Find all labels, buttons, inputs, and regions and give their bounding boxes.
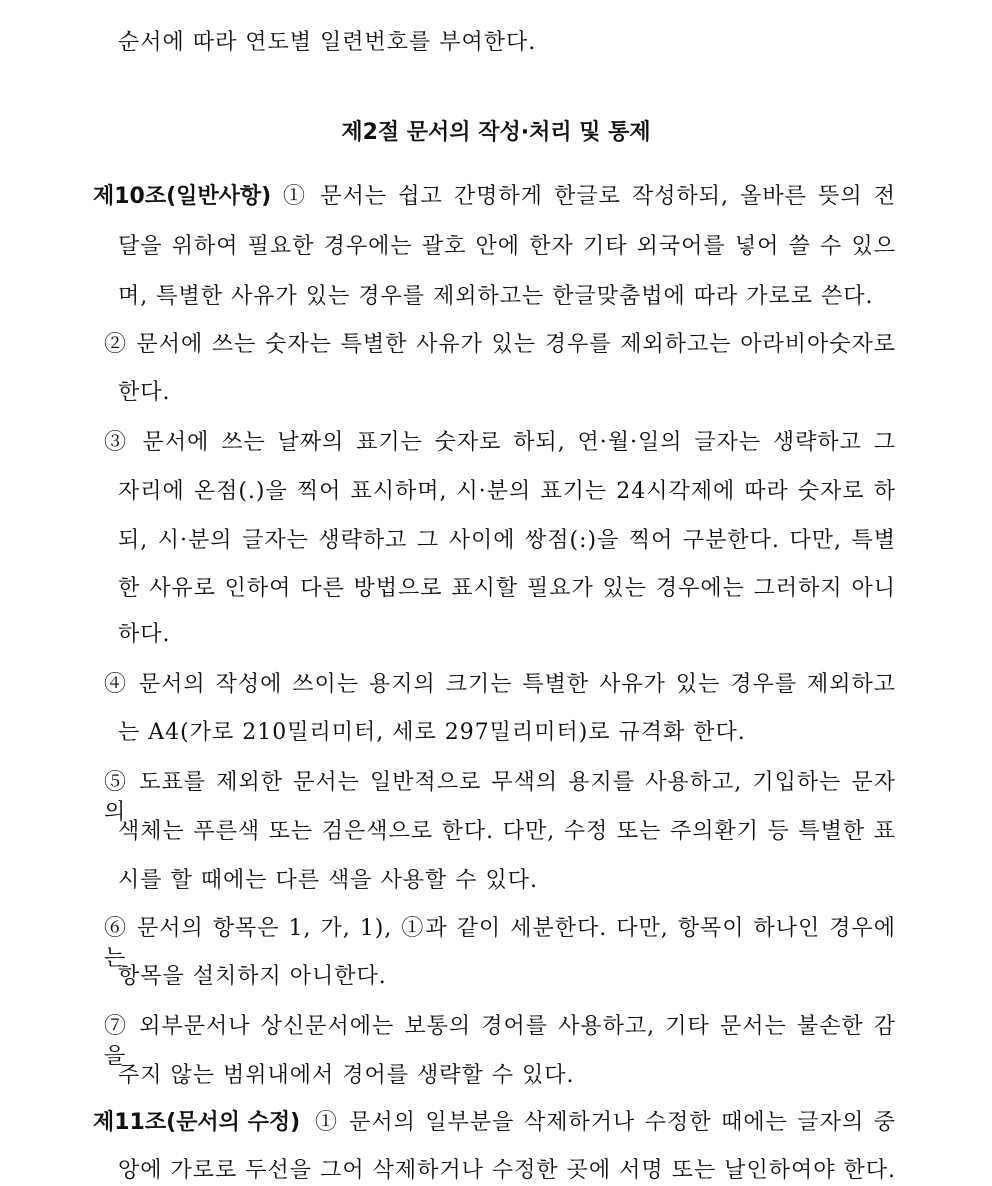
article10-p2-line1: ② 문서에 쓰는 숫자는 특별한 사유가 있는 경우를 제외하고는 아라비아숫자로 [104, 332, 896, 357]
article10-first-line [93, 182, 896, 212]
article10-p5-line2: 색체는 푸른색 또는 검은색으로 한다. 다만, 수정 또는 주의환기 등 특별한 표 [118, 819, 896, 844]
article10-p4-line1: ④ 문서의 작성에 쓰이는 용지의 크기는 특별한 사유가 있는 경우를 제외하고 [104, 672, 896, 697]
intro-text-line: 순서에 따라 연도별 일련번호를 부여한다. [118, 30, 537, 55]
article10-p1-line2: 달을 위하여 필요한 경우에는 괄호 안에 한자 기타 외국어를 넣어 쓸 수 있으 [118, 234, 896, 259]
article11-p1-line2: 앙에 가로로 두선을 그어 삭제하거나 수정한 곳에 서명 또는 날인하여야 한다. [118, 1158, 896, 1183]
article10-p6-line1: ⑥ 문서의 항목은 1, 가, 1), ①과 같이 세분한다. 다만, 항목이 하나인 경우에는 [104, 916, 896, 971]
article10-p2-line2: 한다. [118, 380, 171, 405]
section-title: 제2절 문서의 작성·처리 및 통제 [341, 120, 651, 145]
article10-p5-line3: 시를 할 때에는 다른 색을 사용할 수 있다. [118, 868, 538, 893]
article10-heading: 제10조(일반사항) [93, 184, 272, 209]
article10-p3-line1: ③ 문서에 쓰는 날짜의 표기는 숫자로 하되, 연·월·일의 글자는 생략하고 그 [104, 430, 896, 455]
article10-p3-line3: 되, 시·분의 글자는 생략하고 그 사이에 쌍점(:)을 찍어 구분한다. 다만, 특별 [118, 528, 896, 553]
article10-p1-line3: 며, 특별한 사유가 있는 경우를 제외하고는 한글맞춤법에 따라 가로로 쓴다. [118, 284, 874, 309]
article10-p4-line2: 는 A4(가로 210밀리미터, 세로 297밀리미터)로 규격화 한다. [118, 720, 746, 745]
article11-heading: 제11조(문서의 수정) [93, 1110, 301, 1135]
article11-first-line [93, 1108, 896, 1138]
article10-p6-line2: 항목을 설치하지 아니한다. [118, 964, 387, 989]
article10-p1-line1: ① 문서는 쉽고 간명하게 한글로 작성하되, 올바른 뜻의 전 [283, 184, 896, 209]
article10-p3-line5: 하다. [118, 622, 171, 647]
article11-p1-line1: ① 문서의 일부분을 삭제하거나 수정한 때에는 글자의 중 [315, 1110, 896, 1135]
article10-p7-line1: ⑦ 외부문서나 상신문서에는 보통의 경어를 사용하고, 기타 문서는 불손한 감을 [104, 1014, 896, 1069]
article10-p5-line1: ⑤ 도표를 제외한 문서는 일반적으로 무색의 용지를 사용하고, 기입하는 문자의 [104, 770, 896, 825]
article10-p7-line2: 주지 않는 범위내에서 경어를 생략할 수 있다. [118, 1063, 575, 1088]
article10-p3-line4: 한 사유로 인하여 다른 방법으로 표시할 필요가 있는 경우에는 그러하지 아니 [118, 576, 896, 601]
article10-p3-line2: 자리에 온점(.)을 찍어 표시하며, 시·분의 표기는 24시각제에 따라 숫자로 하 [118, 479, 896, 504]
